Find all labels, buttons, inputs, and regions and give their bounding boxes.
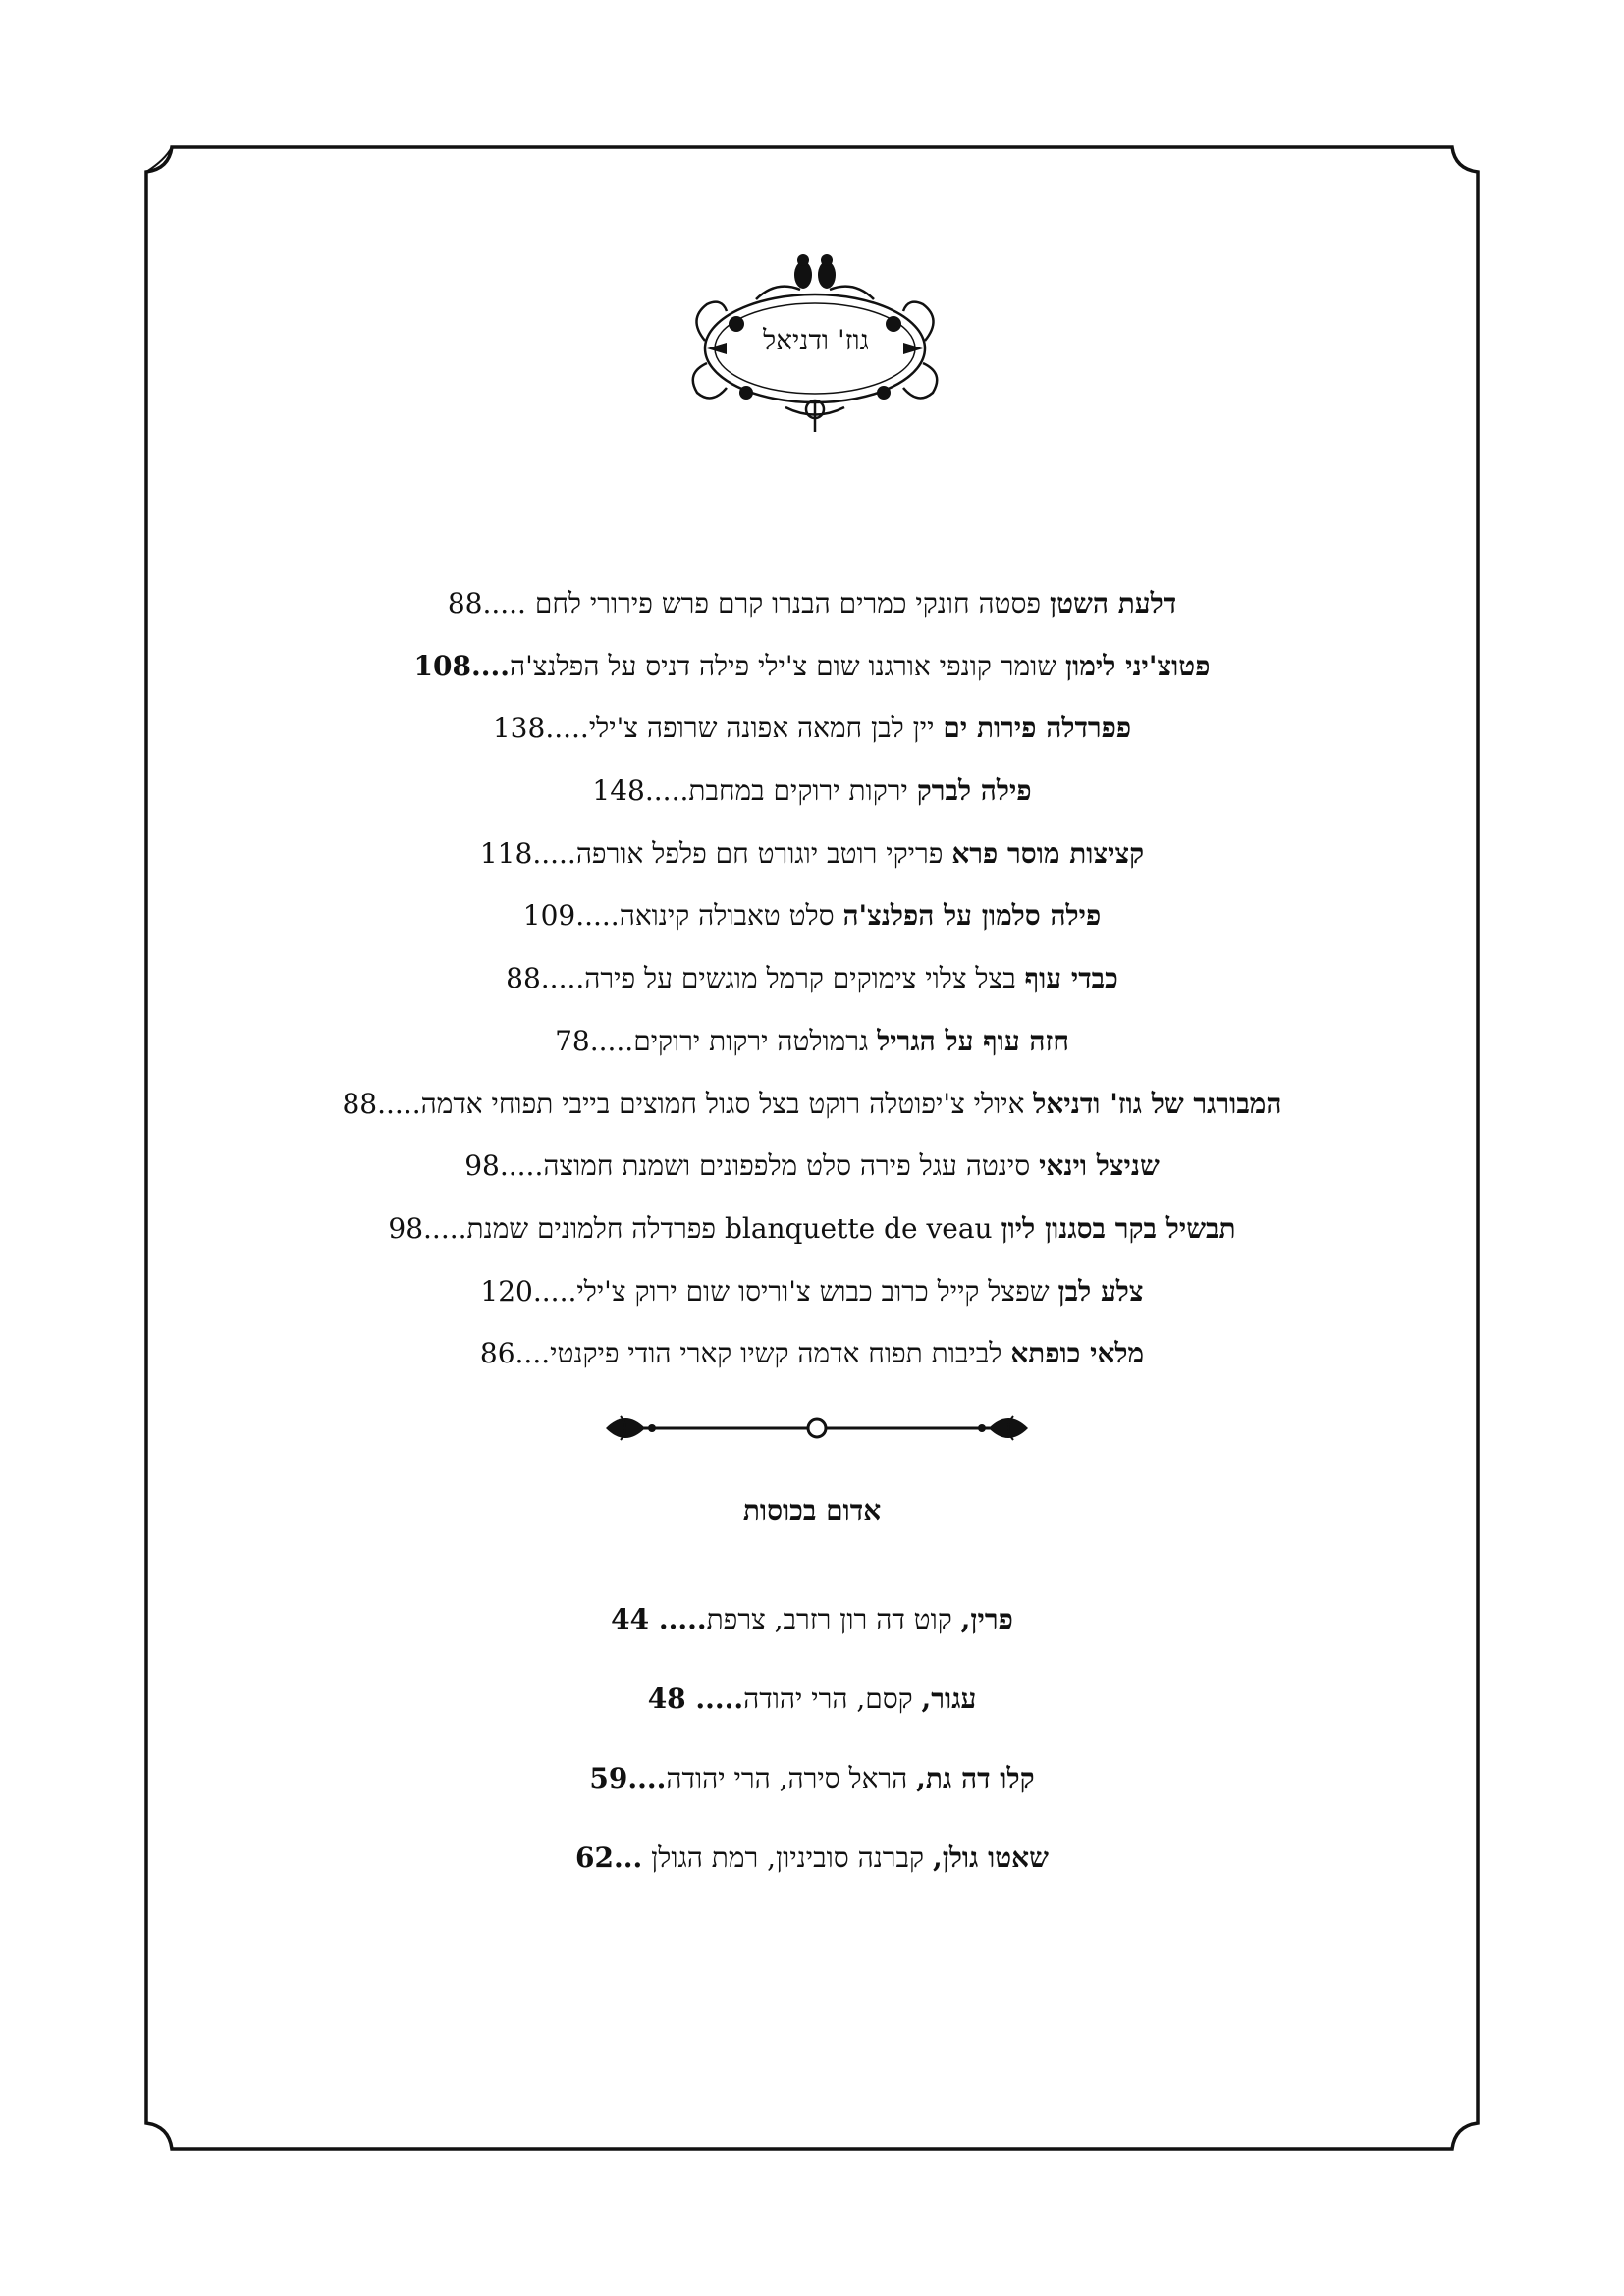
dish-name: פטוצ'יני לימון — [1065, 649, 1211, 682]
ornamental-divider — [601, 1399, 1033, 1458]
menu-item — [147, 572, 1477, 635]
menu-item — [147, 1198, 1477, 1260]
menu-item — [147, 697, 1477, 760]
dish-description: סינטה עגל פירה סלט מלפפונים ושמנת חמוצה — [543, 1149, 1031, 1183]
dish-price: .....78 — [555, 1024, 634, 1057]
dish-name: דלעת השטן — [1049, 587, 1177, 619]
dish-name: שניצל וינאי — [1039, 1149, 1160, 1183]
menu-item — [147, 1135, 1477, 1198]
dish-price: .....88 — [506, 962, 585, 995]
menu-item — [147, 1322, 1477, 1385]
menu-item — [147, 1073, 1477, 1136]
menu-item — [147, 947, 1477, 1010]
wine-description: הראל סירה, הרי יהודה — [666, 1762, 908, 1794]
wine-price: ..... 48 — [647, 1682, 744, 1715]
wine-name: קלו דה גת, — [916, 1762, 1035, 1794]
logo-text: גוז' ודניאל — [763, 324, 869, 356]
menu-item — [147, 635, 1477, 698]
dish-description: לביבות תפוח אדמה קשיו קארי הודי פיקנטי — [550, 1337, 1002, 1370]
dish-description: יין לבן חמאה אפונה שרופה צ'ילי — [588, 712, 935, 745]
dish-name: כבדי עוף — [1024, 962, 1118, 995]
wine-price: ..... 44 — [611, 1603, 707, 1635]
dish-price: .....88 — [342, 1087, 421, 1120]
wine-list — [147, 1585, 1477, 1903]
dish-price: .....120 — [480, 1274, 577, 1308]
menu-list — [147, 572, 1477, 1385]
dish-name: המבורגר של גוז' ודניאל — [1033, 1087, 1282, 1120]
dish-price: ....86 — [479, 1337, 551, 1370]
dish-description: שומר קונפי אורגנו שום צ'ילי פילה דניס על הפלנצ'ה — [510, 649, 1057, 682]
dish-price: ....108 — [413, 649, 510, 682]
dish-name: פילה לברק — [916, 774, 1032, 808]
dish-description: ירקות ירוקים במחבת — [688, 774, 908, 808]
wine-name: שאטו גולן, — [932, 1842, 1049, 1874]
dish-description: blanquette de veau פפרדלה חלמונים שמנת — [466, 1211, 993, 1245]
dish-name: פפרדלה פירות ים — [943, 712, 1132, 745]
dish-price: .....148 — [592, 774, 689, 808]
dish-price: .....88 — [447, 587, 526, 619]
dish-price: .....109 — [522, 899, 620, 933]
dish-name: מלאי כופתא — [1010, 1337, 1145, 1370]
dish-description: פסטה חונקי כמרים הבנרו קרם פרש פירורי לחם — [534, 587, 1042, 619]
dish-description: גרמולטה ירקות ירוקים — [633, 1024, 869, 1057]
wine-item — [147, 1665, 1477, 1744]
dish-name: חזה עוף על הגריל — [877, 1024, 1069, 1057]
wine-name: עגור, — [921, 1682, 977, 1715]
dish-description: שפצל קייל כרוב כבוש צ'וריסו שום ירוק צ'ילי — [576, 1274, 1050, 1308]
wine-item — [147, 1824, 1477, 1903]
wine-name: פרין, — [960, 1603, 1013, 1635]
menu-item — [147, 760, 1477, 823]
dish-name: פילה סלמון על הפלנצ'ה — [842, 899, 1102, 933]
dish-description: בצל צלוי צימוקים קרמל מוגשים על פירה — [584, 962, 1016, 995]
wine-description: קסם, הרי יהודה — [743, 1682, 913, 1715]
dish-name: תבשיל בקר בסגנון ליון — [1001, 1211, 1236, 1245]
menu-item — [147, 884, 1477, 947]
dish-description: איולי צ'יפוטלה רוקט בצל סגול חמוצים בייבי תפוחי אדמה — [420, 1087, 1025, 1120]
wine-price: ....59 — [589, 1762, 667, 1794]
wine-item — [147, 1744, 1477, 1824]
dish-description: פריקי רוטב יוגורט חם פלפל אורפה — [575, 836, 944, 870]
dish-price: .....138 — [492, 712, 589, 745]
dish-price: .....98 — [388, 1211, 467, 1245]
menu-item — [147, 1260, 1477, 1323]
wine-price: ...62 — [575, 1842, 643, 1874]
dish-name: צלע לבן — [1057, 1274, 1144, 1308]
wine-description: קברנה סוביניון, רמת הגולן — [651, 1842, 925, 1874]
wine-description: קוט דה רון רזרב, צרפת — [706, 1603, 952, 1635]
wine-section-title: אדום בכוסות — [742, 1494, 882, 1526]
dish-price: .....118 — [479, 836, 576, 870]
wine-item — [147, 1585, 1477, 1665]
dish-price: .....98 — [464, 1149, 544, 1183]
dish-name: קציצות מוסר פרא — [951, 836, 1145, 870]
dish-description: סלט טאבולה קינואה — [619, 899, 835, 933]
menu-item — [147, 1010, 1477, 1073]
menu-item — [147, 823, 1477, 885]
